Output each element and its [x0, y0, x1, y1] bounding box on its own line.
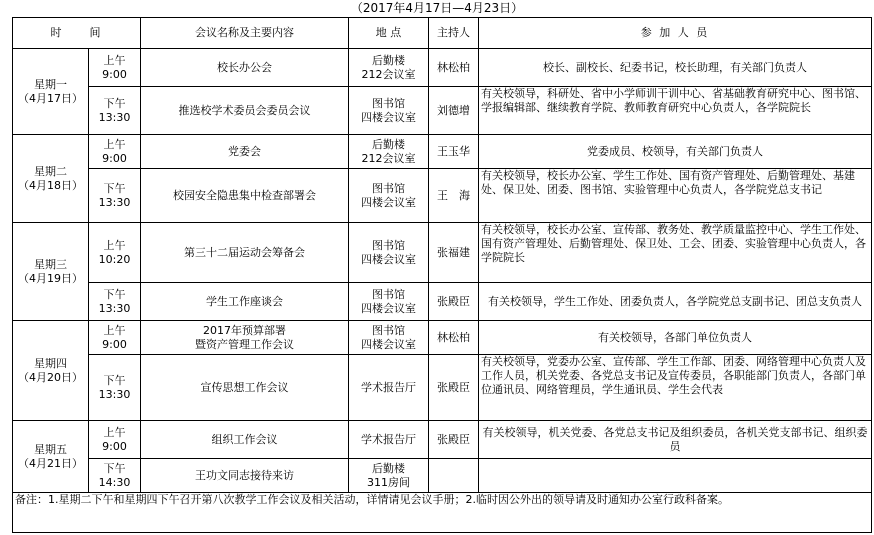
meeting-location: 图书馆 四楼会议室 [349, 169, 429, 223]
header-time: 时 间 [13, 18, 141, 49]
day-cell [13, 321, 89, 421]
session-period: 下午 [103, 373, 126, 387]
meeting-location: 学术报告厅 [349, 421, 429, 459]
day-name: 星期五 [34, 442, 67, 456]
day-date: （4月17日） [18, 91, 83, 105]
meeting-host: 张福建 [429, 223, 479, 283]
session-row [13, 49, 872, 87]
meeting-location: 后勤楼 212会议室 [349, 135, 429, 169]
schedule-body [13, 49, 872, 493]
day-name: 星期四 [34, 356, 67, 370]
meeting-name: 推选校学术委员会委员会议 [141, 87, 349, 135]
time-cell [89, 459, 141, 493]
meeting-host: 张殿臣 [429, 283, 479, 321]
meeting-host: 林松柏 [429, 321, 479, 355]
time-cell [89, 223, 141, 283]
meeting-name: 第三十二届运动会筹备会 [141, 223, 349, 283]
day-cell [13, 49, 89, 135]
meeting-location: 图书馆 四楼会议室 [349, 87, 429, 135]
day-cell [13, 223, 89, 321]
session-time: 14:30 [98, 475, 131, 489]
day-cell [13, 421, 89, 493]
session-row [13, 421, 872, 459]
meeting-host: 刘德增 [429, 87, 479, 135]
session-period: 下午 [103, 181, 126, 195]
session-row [13, 355, 872, 421]
session-period: 下午 [103, 96, 126, 110]
time-cell [89, 87, 141, 135]
meeting-participants: 有关校领导，机关党委、各党总支书记及组织委员，各机关党支部书记、组织委员 [479, 421, 872, 459]
time-cell [89, 421, 141, 459]
meeting-location: 后勤楼 212会议室 [349, 49, 429, 87]
meeting-name: 宣传思想工作会议 [141, 355, 349, 421]
meeting-host: 张殿臣 [429, 355, 479, 421]
time-cell [89, 49, 141, 87]
session-time: 13:30 [98, 195, 131, 209]
day-date: （4月18日） [18, 178, 83, 192]
meeting-participants: 有关校领导，科研处、省中小学师训干训中心、省基础教育研究中心、图书馆、学报编辑部、继续教育学院、教师教育研究中心负责人，各学院院长 [479, 87, 872, 135]
meeting-participants [479, 459, 872, 493]
session-time: 9:00 [102, 151, 127, 165]
meeting-name: 党委会 [141, 135, 349, 169]
day-name: 星期一 [34, 77, 67, 91]
session-time: 9:00 [102, 337, 127, 351]
header-host: 主持人 [429, 18, 479, 49]
meeting-participants: 有关校领导，各部门单位负责人 [479, 321, 872, 355]
session-period: 上午 [103, 238, 126, 252]
session-time: 13:30 [98, 110, 131, 124]
meeting-participants: 校长、副校长、纪委书记，校长助理，有关部门负责人 [479, 49, 872, 87]
note: 备注：1.星期二下午和星期四下午召开第八次教学工作会议及相关活动，详情请见会议手册；2.临时因公外出的领导请及时通知办公室行政科备案。 [13, 493, 872, 533]
time-cell [89, 321, 141, 355]
session-period: 下午 [103, 287, 126, 301]
session-time: 9:00 [102, 439, 127, 453]
meeting-name: 校长办公会 [141, 49, 349, 87]
day-date: （4月20日） [18, 370, 83, 384]
meeting-name: 2017年预算部署 暨资产管理工作会议 [141, 321, 349, 355]
meeting-name: 组织工作会议 [141, 421, 349, 459]
day-date: （4月21日） [18, 456, 83, 470]
session-time: 9:00 [102, 67, 127, 81]
meeting-participants: 有关校领导，党委办公室、宣传部、学生工作部、团委、网络管理中心负责人及工作人员，机关党委、各党总支书记及宣传委员，各职能部门负责人，各部门单位通讯员、网络管理员，学生通讯员、学生会代表 [479, 355, 872, 421]
meeting-participants: 党委成员、校领导，有关部门负责人 [479, 135, 872, 169]
meeting-name: 学生工作座谈会 [141, 283, 349, 321]
session-period: 上午 [103, 425, 126, 439]
time-cell [89, 355, 141, 421]
session-row [13, 283, 872, 321]
meeting-location: 图书馆 四楼会议室 [349, 283, 429, 321]
meeting-name: 王功文同志接待来访 [141, 459, 349, 493]
header-participants: 参 加 人 员 [479, 18, 872, 49]
header-location: 地 点 [349, 18, 429, 49]
meeting-location: 后勤楼 311房间 [349, 459, 429, 493]
meeting-host [429, 459, 479, 493]
session-period: 上午 [103, 323, 126, 337]
meeting-location: 图书馆 四楼会议室 [349, 223, 429, 283]
session-row [13, 321, 872, 355]
header-row [13, 18, 872, 49]
day-name: 星期二 [34, 164, 67, 178]
session-row [13, 459, 872, 493]
meeting-participants: 有关校领导，校长办公室、学生工作处、国有资产管理处、后勤管理处、基建处、保卫处、团委、图书馆、实验管理中心负责人，各学院党总支书记 [479, 169, 872, 223]
meeting-host: 张殿臣 [429, 421, 479, 459]
session-period: 下午 [103, 461, 126, 475]
session-time: 10:20 [98, 252, 131, 266]
meeting-name: 校园安全隐患集中检查部署会 [141, 169, 349, 223]
meeting-host: 林松柏 [429, 49, 479, 87]
time-cell [89, 169, 141, 223]
session-period: 上午 [103, 137, 126, 151]
meeting-location: 图书馆 四楼会议室 [349, 321, 429, 355]
meeting-participants: 有关校领导，学生工作处、团委负责人，各学院党总支副书记、团总支负责人 [479, 283, 872, 321]
session-row [13, 135, 872, 169]
header-meeting: 会议名称及主要内容 [141, 18, 349, 49]
time-cell [89, 283, 141, 321]
schedule-table [12, 17, 872, 533]
meeting-location: 学术报告厅 [349, 355, 429, 421]
meeting-host: 王 海 [429, 169, 479, 223]
day-cell [13, 135, 89, 223]
session-period: 上午 [103, 53, 126, 67]
meeting-participants: 有关校领导，校长办公室、宣传部、教务处、教学质量监控中心、学生工作处、国有资产管理处、后勤管理处、保卫处、工会、团委、实验管理中心负责人，各学院院长 [479, 223, 872, 283]
session-time: 13:30 [98, 387, 131, 401]
time-cell [89, 135, 141, 169]
day-date: （4月19日） [18, 271, 83, 285]
session-row [13, 87, 872, 135]
meeting-host: 王玉华 [429, 135, 479, 169]
session-row [13, 169, 872, 223]
note-row [13, 493, 872, 533]
session-time: 13:30 [98, 301, 131, 315]
session-row [13, 223, 872, 283]
date-range: （2017年4月17日—4月23日） [350, 1, 524, 15]
day-name: 星期三 [34, 257, 67, 271]
